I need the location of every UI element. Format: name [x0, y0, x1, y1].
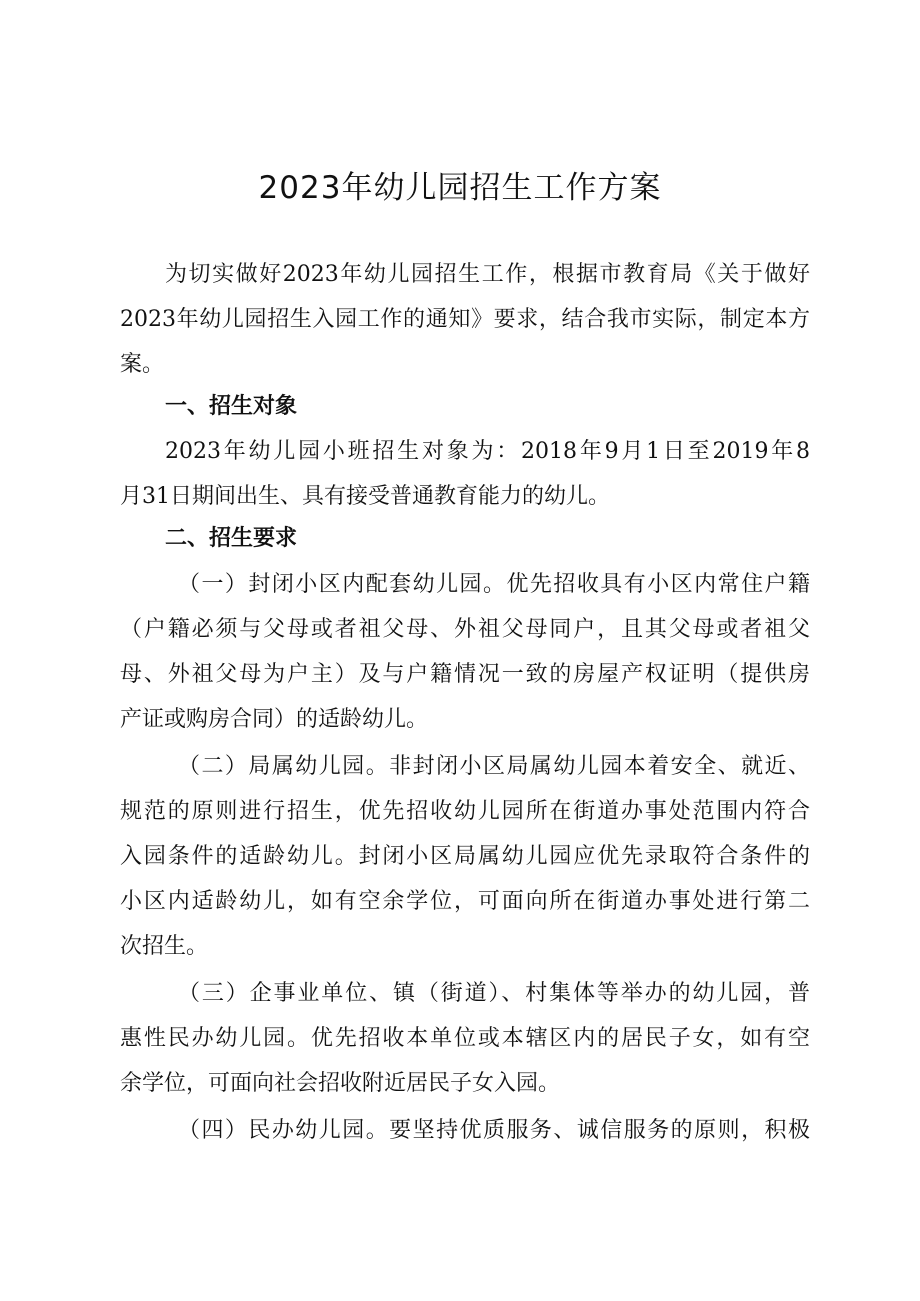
section-heading-recruitment-requirements: 二、招生要求 — [165, 526, 298, 551]
intro-line: 2023年幼儿园招生入园工作的通知》要求，结合我市实际，制定本方 — [120, 307, 810, 332]
paragraph-line: 入园条件的适龄幼儿。封闭小区局属幼儿园应优先录取符合条件的 — [120, 844, 810, 869]
paragraph-line: （户籍必须与父母或者祖父母、外祖父母同户，且其父母或者祖父 — [120, 617, 810, 642]
paragraph-line: 母、外祖父母为户主）及与户籍情况一致的房屋产权证明（提供房 — [120, 662, 810, 687]
paragraph-line: 2023年幼儿园小班招生对象为：2018年9月1日至2019年8 — [165, 439, 810, 464]
section-heading-recruitment-target: 一、招生对象 — [165, 394, 298, 419]
intro-line: 为切实做好2023年幼儿园招生工作，根据市教育局《关于做好 — [165, 262, 810, 287]
paragraph-line: 产证或购房合同）的适龄幼儿。 — [120, 707, 429, 732]
paragraph-line: 小区内适龄幼儿，如有空余学位，可面向所在街道办事处进行第二 — [120, 889, 810, 914]
paragraph-line: （四）民办幼儿园。要坚持优质服务、诚信服务的原则，积极 — [178, 1118, 810, 1143]
paragraph-line: 规范的原则进行招生，优先招收幼儿园所在街道办事处范围内符合 — [120, 799, 810, 824]
paragraph-line: （二）局属幼儿园。非封闭小区局属幼儿园本着安全、就近、 — [178, 754, 810, 779]
paragraph-line: 次招生。 — [120, 934, 209, 959]
paragraph-line: （三）企事业单位、镇（街道）、村集体等举办的幼儿园，普 — [178, 981, 810, 1006]
paragraph-line: （一）封闭小区内配套幼儿园。优先招收具有小区内常住户籍 — [178, 572, 810, 597]
paragraph-line: 惠性民办幼儿园。优先招收本单位或本辖区内的居民子女，如有空 — [120, 1026, 810, 1051]
paragraph-line: 月31日期间出生、具有接受普通教育能力的幼儿。 — [120, 484, 610, 509]
intro-line: 案。 — [120, 352, 165, 377]
paragraph-line: 余学位，可面向社会招收附近居民子女入园。 — [120, 1071, 561, 1096]
document-title: 2023年幼儿园招生工作方案 — [258, 170, 662, 206]
